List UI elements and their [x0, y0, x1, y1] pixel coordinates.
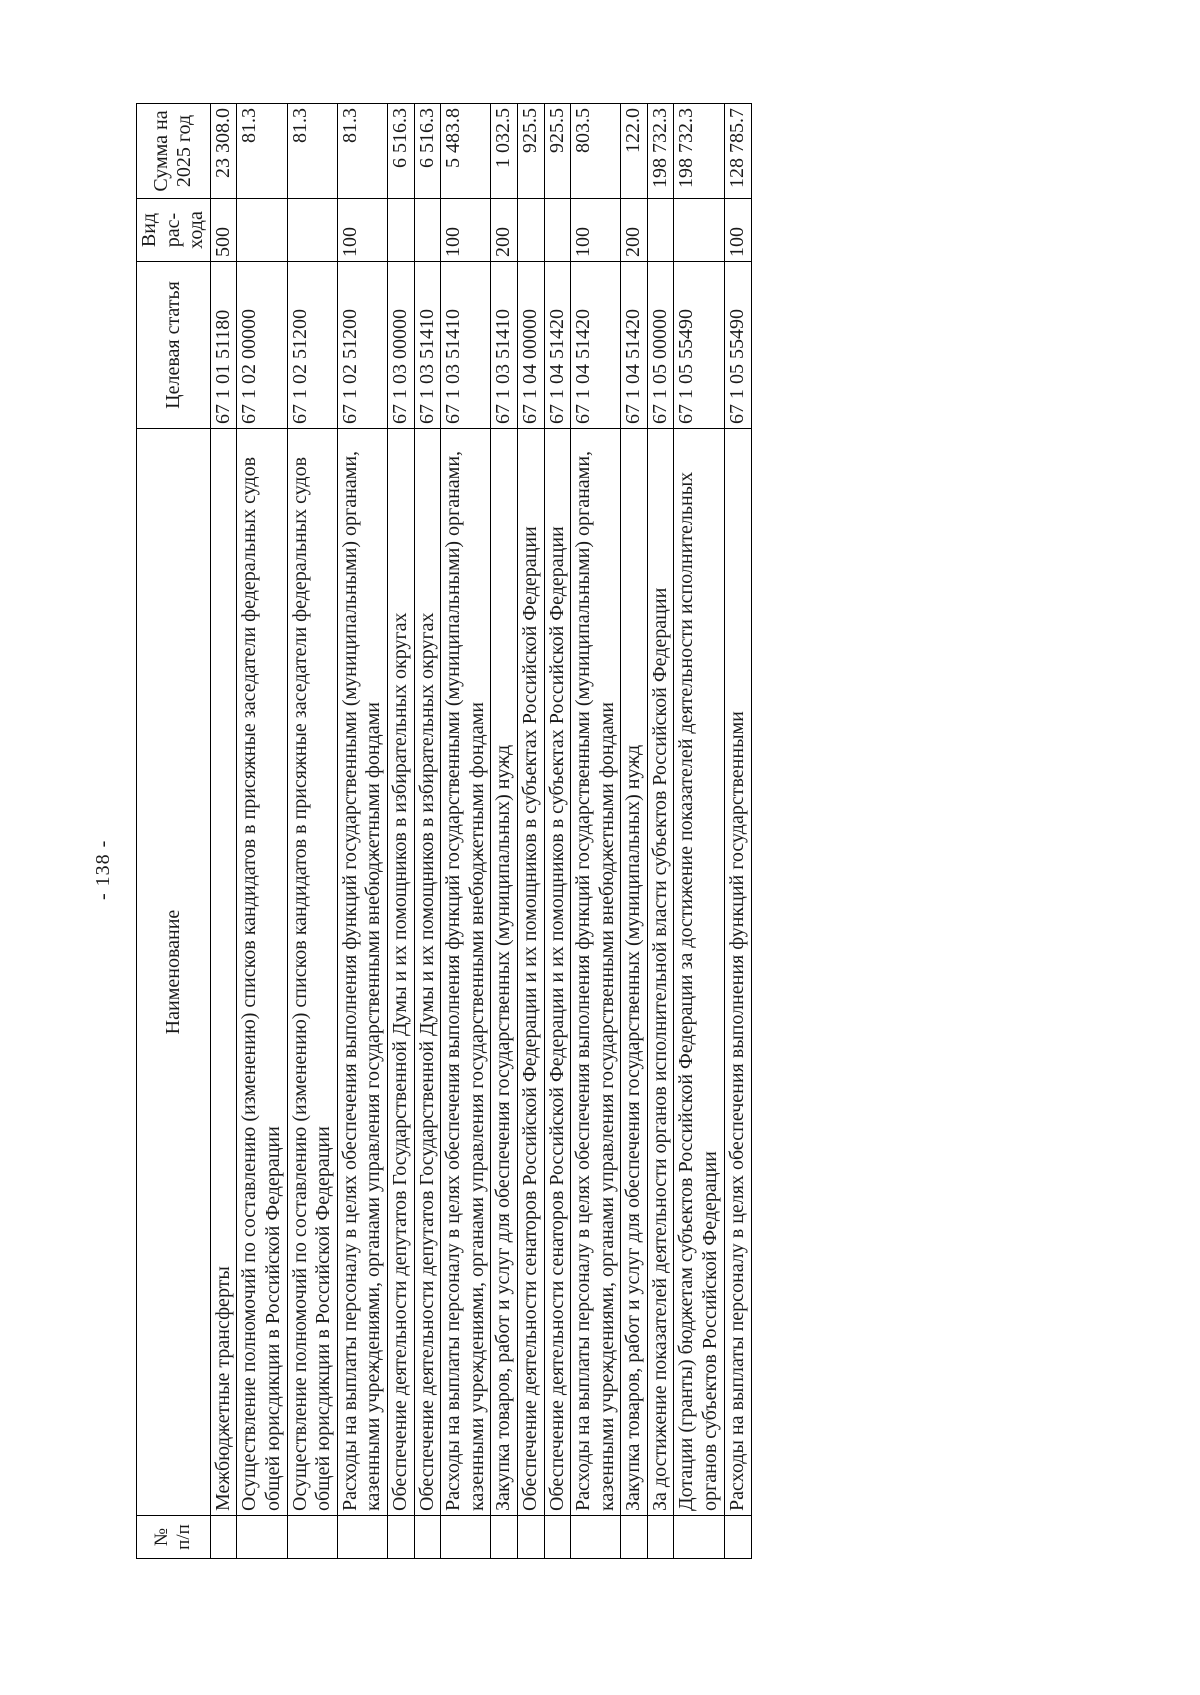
row-expense-type: 200	[491, 199, 518, 262]
row-name: Межбюджетные трансферты	[210, 429, 237, 1516]
row-name: Обеспечение деятельности сенаторов Российской Федерации и их помощников в субъектах Российской Федерации	[544, 429, 571, 1516]
row-code: 67 1 03 00000	[387, 262, 414, 429]
row-amount: 925.5	[517, 104, 544, 199]
row-code: 67 1 04 00000	[517, 262, 544, 429]
row-expense-type: 500	[210, 199, 237, 262]
row-number	[647, 1516, 674, 1559]
row-name: Расходы на выплаты персоналу в целях обеспечения выполнения функций государственными	[724, 429, 751, 1516]
row-number	[517, 1516, 544, 1559]
row-code: 67 1 04 51420	[544, 262, 571, 429]
row-code: 67 1 03 51410	[414, 262, 441, 429]
row-code: 67 1 04 51420	[621, 262, 648, 429]
row-expense-type: 100	[441, 199, 491, 262]
table-row	[517, 104, 544, 1559]
row-code: 67 1 03 51410	[491, 262, 518, 429]
header-amount: Сумма на 2025 год	[137, 104, 211, 199]
row-amount: 23 308.0	[210, 104, 237, 199]
header-code: Целевая статья	[137, 262, 211, 429]
row-number	[237, 1516, 287, 1559]
row-number	[414, 1516, 441, 1559]
row-code: 67 1 05 00000	[647, 262, 674, 429]
row-amount: 1 032.5	[491, 104, 518, 199]
row-code: 67 1 03 51410	[441, 262, 491, 429]
row-expense-type	[517, 199, 544, 262]
row-expense-type	[237, 199, 287, 262]
row-code: 67 1 05 55490	[674, 262, 724, 429]
row-number	[387, 1516, 414, 1559]
row-expense-type	[544, 199, 571, 262]
row-amount: 6 516.3	[414, 104, 441, 199]
table-row	[621, 104, 648, 1559]
table-row	[571, 104, 621, 1559]
row-name: За достижение показателей деятельности органов исполнительной власти субъектов Российской Федерации	[647, 429, 674, 1516]
table-row	[441, 104, 491, 1559]
table-row	[414, 104, 441, 1559]
row-amount: 5 483.8	[441, 104, 491, 199]
table-row	[724, 104, 751, 1559]
table-row	[210, 104, 237, 1559]
row-expense-type: 100	[571, 199, 621, 262]
row-amount: 198 732.3	[647, 104, 674, 199]
row-number	[441, 1516, 491, 1559]
row-name: Осуществление полномочий по составлению (изменению) списков кандидатов в присяжные заседатели федеральных судов общей юрисдикции в Российской Федерации	[237, 429, 287, 1516]
row-expense-type	[647, 199, 674, 262]
row-amount: 81.3	[337, 104, 387, 199]
row-number	[674, 1516, 724, 1559]
row-number	[287, 1516, 337, 1559]
row-code: 67 1 05 55490	[724, 262, 751, 429]
row-code: 67 1 01 51180	[210, 262, 237, 429]
table-row	[237, 104, 287, 1559]
row-code: 67 1 04 51420	[571, 262, 621, 429]
row-expense-type	[387, 199, 414, 262]
row-name: Закупка товаров, работ и услуг для обеспечения государственных (муниципальных) нужд	[491, 429, 518, 1516]
row-code: 67 1 02 51200	[287, 262, 337, 429]
row-name: Дотации (гранты) бюджетам субъектов Российской Федерации за достижение показателей деятельности исполнительных органов субъектов Российской Федерации	[674, 429, 724, 1516]
row-expense-type	[674, 199, 724, 262]
row-name: Обеспечение деятельности депутатов Государственной Думы и их помощников в избирательных округах	[387, 429, 414, 1516]
row-expense-type	[414, 199, 441, 262]
row-amount: 81.3	[287, 104, 337, 199]
row-number	[337, 1516, 387, 1559]
row-expense-type: 100	[724, 199, 751, 262]
header-name: Наименование	[137, 429, 211, 1516]
table-row	[544, 104, 571, 1559]
header-expense-type: Вид рас- хода	[137, 199, 211, 262]
row-expense-type	[287, 199, 337, 262]
table-row	[387, 104, 414, 1559]
row-amount: 122.0	[621, 104, 648, 199]
row-name: Закупка товаров, работ и услуг для обеспечения государственных (муниципальных) нужд	[621, 429, 648, 1516]
row-name: Обеспечение деятельности сенаторов Российской Федерации и их помощников в субъектах Российской Федерации	[517, 429, 544, 1516]
row-number	[544, 1516, 571, 1559]
row-number	[724, 1516, 751, 1559]
row-code: 67 1 02 00000	[237, 262, 287, 429]
row-code: 67 1 02 51200	[337, 262, 387, 429]
row-amount: 803.5	[571, 104, 621, 199]
row-name: Расходы на выплаты персоналу в целях обеспечения выполнения функций государственными (муниципальными) органами, казенными учреждениями, органами управления государственными внебюджетными фондами	[441, 429, 491, 1516]
table-row	[337, 104, 387, 1559]
row-amount: 925.5	[544, 104, 571, 199]
table-row	[287, 104, 337, 1559]
table-header-row	[137, 104, 211, 1559]
row-number	[210, 1516, 237, 1559]
table-row	[647, 104, 674, 1559]
row-name: Осуществление полномочий по составлению (изменению) списков кандидатов в присяжные заседатели федеральных судов общей юрисдикции в Российской Федерации	[287, 429, 337, 1516]
row-amount: 81.3	[237, 104, 287, 199]
row-number	[621, 1516, 648, 1559]
row-number	[491, 1516, 518, 1559]
header-number: № п/п	[137, 1516, 211, 1559]
row-name: Расходы на выплаты персоналу в целях обеспечения выполнения функций государственными (муниципальными) органами, казенными учреждениями, органами управления государственными внебюджетными фондами	[337, 429, 387, 1516]
row-name: Обеспечение деятельности депутатов Государственной Думы и их помощников в избирательных округах	[414, 429, 441, 1516]
row-number	[571, 1516, 621, 1559]
row-expense-type: 200	[621, 199, 648, 262]
table-row	[674, 104, 724, 1559]
budget-table	[136, 103, 752, 1559]
row-expense-type: 100	[337, 199, 387, 262]
table-row	[491, 104, 518, 1559]
row-amount: 198 732.3	[674, 104, 724, 199]
page-number: - 138 -	[92, 839, 114, 900]
row-name: Расходы на выплаты персоналу в целях обеспечения выполнения функций государственными (муниципальными) органами, казенными учреждениями, органами управления государственными внебюджетными фондами	[571, 429, 621, 1516]
row-amount: 128 785.7	[724, 104, 751, 199]
row-amount: 6 516.3	[387, 104, 414, 199]
